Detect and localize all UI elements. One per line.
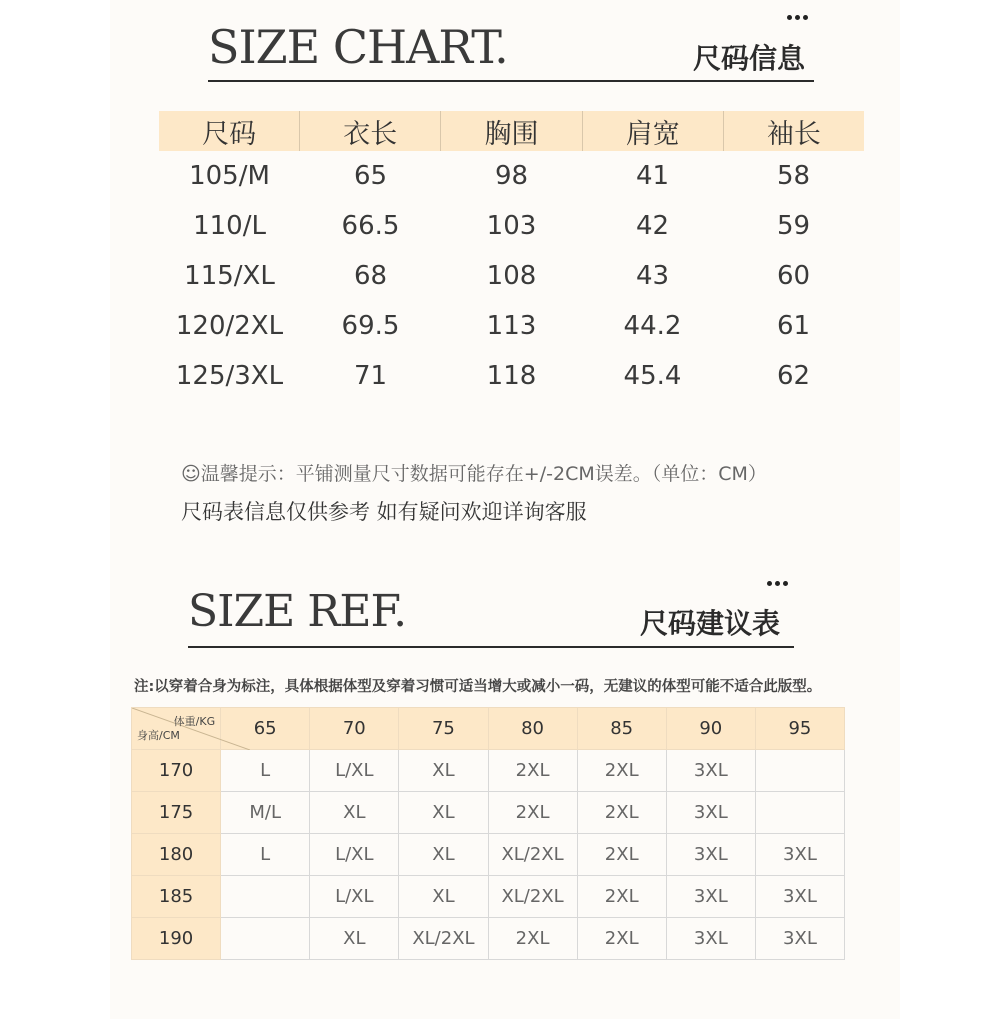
weight-header-cell: 70 <box>310 708 399 750</box>
table-row <box>132 876 845 918</box>
size-cell: 2XL <box>488 918 577 960</box>
more-dots-icon <box>767 581 788 586</box>
table-row <box>159 301 864 351</box>
table-cell: 61 <box>776 311 811 341</box>
table-cell: 59 <box>776 211 811 241</box>
table-row <box>159 351 864 401</box>
height-axis-label: 身高/CM <box>137 729 180 742</box>
size-cell: XL <box>310 918 399 960</box>
size-cell: 2XL <box>577 792 666 834</box>
table-row <box>132 792 845 834</box>
table-cell: 71 <box>353 361 388 391</box>
table-cell: 42 <box>635 211 670 241</box>
measurement-tip: ☺温馨提示：平铺测量尺寸数据可能存在+/-2CM误差。（单位：CM） <box>181 463 767 485</box>
weight-header-cell: 90 <box>666 708 755 750</box>
table-cell: 103 <box>486 211 537 241</box>
table-cell: 108 <box>486 261 537 291</box>
size-recommendation-table <box>131 707 845 960</box>
column-header: 袖长 <box>723 111 864 151</box>
table-cell: 105/M <box>189 161 270 191</box>
table-cell: 110/L <box>193 211 266 241</box>
table-row <box>132 918 845 960</box>
table-cell: 115/XL <box>184 261 275 291</box>
size-cell: 3XL <box>666 792 755 834</box>
weight-header-cell: 65 <box>221 708 310 750</box>
table-cell: 60 <box>776 261 811 291</box>
table-cell: 45.4 <box>623 361 682 391</box>
size-cell: XL <box>399 792 488 834</box>
size-cell: L <box>221 834 310 876</box>
size-ref-title: SIZE REF. <box>188 586 407 637</box>
table-cell: 43 <box>635 261 670 291</box>
reference-tip: 尺码表信息仅供参考 如有疑问欢迎详询客服 <box>181 500 587 524</box>
size-cell: XL <box>310 792 399 834</box>
size-chart-header-row <box>159 111 864 151</box>
corner-cell <box>132 708 221 750</box>
size-cell <box>221 918 310 960</box>
weight-header-cell: 85 <box>577 708 666 750</box>
size-cell: XL <box>399 750 488 792</box>
table-cell: 98 <box>494 161 529 191</box>
fit-note: 注:以穿着合身为标注，具体根据体型及穿着习惯可适当增大或减小一码，无建议的体型可能不适合此版型。 <box>134 679 822 695</box>
table-cell: 66.5 <box>341 211 400 241</box>
height-header-cell: 175 <box>132 792 221 834</box>
size-cell: XL/2XL <box>488 876 577 918</box>
size-cell: 3XL <box>666 750 755 792</box>
table-cell: 44.2 <box>623 311 682 341</box>
size-cell: 2XL <box>577 834 666 876</box>
size-cell: 3XL <box>755 918 844 960</box>
table-cell: 113 <box>486 311 537 341</box>
size-cell: L/XL <box>310 876 399 918</box>
weight-header-cell: 95 <box>755 708 844 750</box>
table-row <box>132 750 845 792</box>
table-cell: 65 <box>353 161 388 191</box>
size-ref-subtitle: 尺码建议表 <box>640 607 781 640</box>
size-chart-table <box>159 111 864 401</box>
size-cell: M/L <box>221 792 310 834</box>
height-header-cell: 190 <box>132 918 221 960</box>
size-cell: L/XL <box>310 834 399 876</box>
column-header: 胸围 <box>440 111 581 151</box>
height-header-cell: 170 <box>132 750 221 792</box>
weight-header-cell: 75 <box>399 708 488 750</box>
size-cell: XL <box>399 876 488 918</box>
size-chart-body <box>159 151 864 401</box>
column-header: 肩宽 <box>582 111 723 151</box>
height-header-cell: 185 <box>132 876 221 918</box>
table-cell: 68 <box>353 261 388 291</box>
size-cell: XL/2XL <box>399 918 488 960</box>
column-header: 尺码 <box>202 118 257 150</box>
table-row <box>159 201 864 251</box>
weight-axis-label: 体重/KG <box>173 715 216 728</box>
table-row <box>132 834 845 876</box>
size-cell <box>221 876 310 918</box>
table-cell: 62 <box>776 361 811 391</box>
size-cell: 2XL <box>488 750 577 792</box>
size-cell <box>755 750 844 792</box>
size-cell: 3XL <box>755 834 844 876</box>
size-cell: 2XL <box>488 792 577 834</box>
size-chart-title: SIZE CHART. <box>208 20 508 74</box>
size-cell: 2XL <box>577 876 666 918</box>
height-header-cell: 180 <box>132 834 221 876</box>
size-cell: 3XL <box>666 876 755 918</box>
table-cell: 118 <box>486 361 537 391</box>
weight-header-row <box>132 708 845 750</box>
weight-header-cell: 80 <box>488 708 577 750</box>
table-cell: 120/2XL <box>175 311 284 341</box>
size-cell: L <box>221 750 310 792</box>
table-cell: 69.5 <box>341 311 400 341</box>
more-dots-icon <box>787 15 808 20</box>
size-cell: 3XL <box>666 834 755 876</box>
table-row <box>159 251 864 301</box>
column-header: 衣长 <box>299 111 440 151</box>
header-divider <box>208 80 814 82</box>
table-row <box>159 151 864 201</box>
table-cell: 125/3XL <box>175 361 284 391</box>
size-cell <box>755 792 844 834</box>
table-cell: 58 <box>776 161 811 191</box>
size-cell: XL <box>399 834 488 876</box>
size-cell: 2XL <box>577 750 666 792</box>
size-cell: 3XL <box>755 876 844 918</box>
size-cell: L/XL <box>310 750 399 792</box>
size-chart-subtitle: 尺码信息 <box>693 42 806 75</box>
size-cell: XL/2XL <box>488 834 577 876</box>
header-divider <box>188 646 794 648</box>
table-cell: 41 <box>635 161 670 191</box>
size-cell: 3XL <box>666 918 755 960</box>
size-cell: 2XL <box>577 918 666 960</box>
